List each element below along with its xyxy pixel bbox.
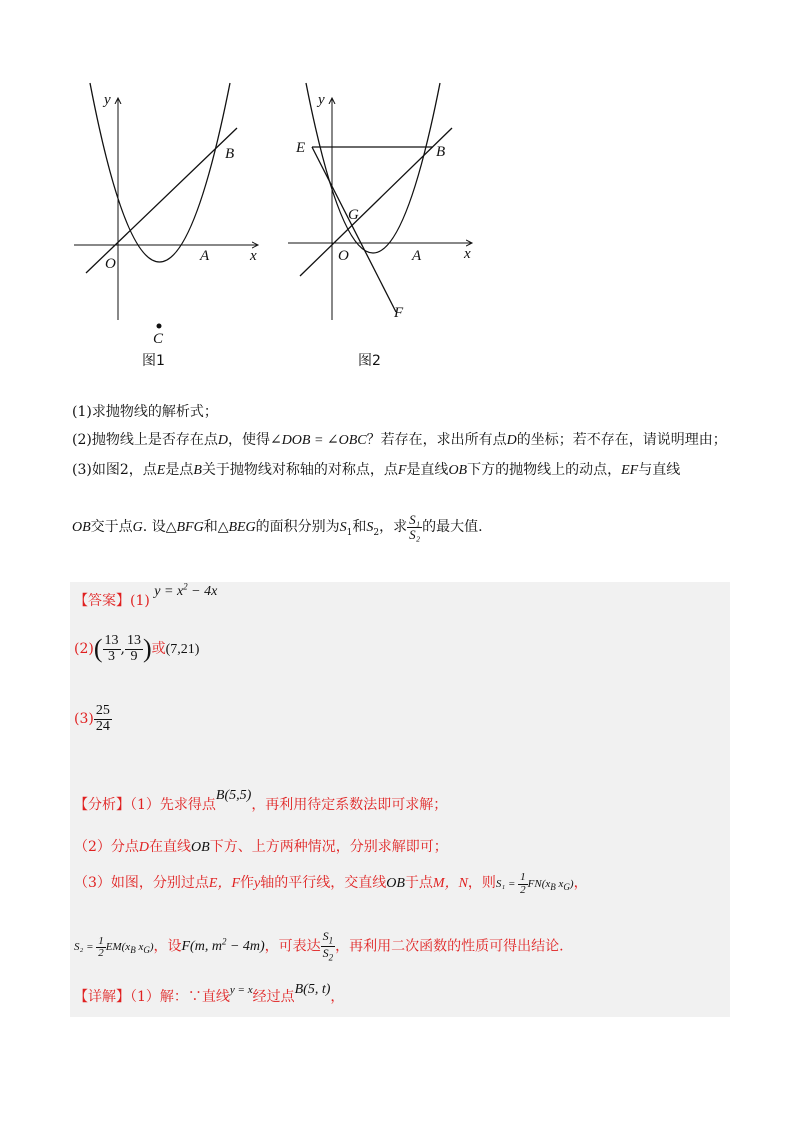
- q3-text-d: 是直线: [406, 462, 449, 478]
- analysis-4-fraction: $\frac{S_1}{S_2}$: [322, 929, 334, 963]
- figure-2-caption: 图2: [358, 353, 381, 369]
- line-ob: [300, 128, 452, 276]
- q3-point-g: G: [132, 520, 143, 535]
- analysis-3-d: 于点: [404, 875, 433, 891]
- q3-text-k: 和: [352, 519, 367, 535]
- answer-2: [74, 634, 199, 664]
- analysis-1-point: B(5,5): [215, 788, 252, 803]
- detail-a: （1）解：∵直线: [130, 989, 230, 1005]
- analysis-3-s1-formula: S₁ = $\frac{1}{2}$ $FN(x_B$ $x_G$): [495, 871, 574, 896]
- analysis-4-s2-expr: EM(x: [105, 941, 131, 954]
- analysis-3-ef: E，F: [208, 876, 241, 891]
- answer-2-or: 或: [151, 641, 166, 658]
- label-o: O: [338, 248, 349, 264]
- analysis-3-s1-expr: FN(x: [527, 878, 551, 890]
- segment-ef: [312, 147, 396, 312]
- q3-text-l: ，求: [379, 519, 408, 535]
- point-c: [157, 324, 162, 329]
- label-g: G: [348, 207, 359, 223]
- parabola: [306, 83, 440, 253]
- label-b: B: [436, 144, 446, 160]
- analysis-3-c: 轴的平行线，交直线: [260, 875, 387, 891]
- q3-point-e: E: [156, 463, 166, 478]
- q3-frac-den: S₂: [409, 526, 421, 542]
- analysis-1: [74, 788, 448, 814]
- q3-point-f: F: [397, 463, 407, 478]
- label-a: A: [200, 248, 210, 264]
- answer-3-den: 24: [95, 718, 110, 734]
- analysis-tag: 【分析】: [74, 797, 130, 813]
- answer-1-expr-a: y = x: [154, 584, 184, 599]
- analysis-4-f: F(m, $m^2 - 4m$): [181, 936, 265, 955]
- analysis-1-b: ，再利用待定系数法即可求解；: [251, 797, 448, 813]
- analysis-3-ob: OB: [386, 876, 405, 891]
- analysis-4-f-a: F(m, m: [181, 939, 222, 955]
- answer-tag: 【答案】: [74, 593, 130, 609]
- analysis-4-f-b: − 4m): [226, 939, 265, 955]
- analysis-3-a: （3）如图，分别过点: [74, 875, 209, 891]
- q3-point-b: B: [193, 463, 202, 478]
- q3-text-c: 关于抛物线对称轴的对称点，点: [201, 462, 398, 478]
- q3-text-e: 下方的抛物线上的动点，: [467, 462, 622, 478]
- label-y: y: [318, 92, 325, 108]
- answer-2-d1: 3: [108, 648, 116, 664]
- label-x: x: [464, 246, 471, 262]
- label-y: y: [104, 92, 111, 108]
- label-a: A: [412, 248, 422, 264]
- answer-3-fraction: [94, 704, 112, 734]
- q3-triangle-beg: △BEG: [217, 520, 256, 535]
- analysis-4: [74, 930, 564, 963]
- detail-line: y = x: [229, 984, 253, 996]
- q2-text-c: ？若存在，求出所有点: [366, 432, 507, 448]
- answer-2-n2: 13: [126, 633, 141, 648]
- q2-text-a: (2)抛物线上是否存在点: [72, 432, 218, 448]
- answer-2-point-2: (7,21): [165, 642, 200, 658]
- q2-angle: ∠DOB = ∠OBC: [269, 433, 367, 448]
- q3-line-ob-2: OB: [72, 520, 91, 535]
- q3-text-a: (3)如图2，点: [72, 462, 157, 478]
- analysis-3-s1-expr2: x: [555, 878, 564, 890]
- analysis-1-a: （1）先求得点: [130, 797, 216, 813]
- analysis-4-s2-expr2: x: [135, 941, 144, 954]
- q2-text-d: 的坐标；若不存在，请说明理由；: [516, 432, 727, 448]
- detail-c: ，: [330, 989, 345, 1005]
- figure-2-graph: [286, 88, 486, 378]
- q3-triangle-bfg: △BFG: [165, 520, 204, 535]
- q3-fraction: [407, 513, 422, 541]
- answer-3-prefix: (3): [74, 711, 94, 728]
- label-c: C: [153, 331, 164, 347]
- q3-text-f: 与直线: [638, 462, 681, 478]
- figure-1: [70, 88, 270, 378]
- answer-1-expr: $y = x^2 - 4x$: [154, 581, 218, 599]
- analysis-4-s2-formula: S₂ = $\frac{1}{2}$ $EM(x_B$ $x_G$): [74, 934, 154, 960]
- figure-1-graph: [70, 88, 270, 378]
- q3-text-h: . 设: [142, 519, 166, 535]
- analysis-2-c: 下方、上方两种情况，分别求解即可；: [209, 839, 448, 855]
- answer-2-point-1: ( $\frac{13}{3}$ , $\frac{13}{9}$ ): [93, 633, 152, 664]
- analysis-2-b: 在直线: [149, 839, 192, 855]
- answer-1-prefix: (1): [130, 593, 150, 609]
- analysis-2-d: D: [138, 840, 150, 855]
- question-3-line-2: OB交于点G. 设△BFG和△BEG的面积分别为$S_1$和$S_2$，求 $\frac{\text{S₁}}{\text{S₂}}$ 的最大值.: [72, 511, 483, 542]
- label-f: F: [394, 305, 404, 321]
- answer-3-num: 25: [95, 703, 110, 718]
- question-3-line-1: [72, 460, 680, 481]
- label-b: B: [225, 146, 235, 162]
- detail-tag: 【详解】: [74, 989, 130, 1005]
- analysis-3-s1: S₁ =: [495, 878, 519, 890]
- q3-line-ob: OB: [448, 463, 468, 478]
- question-1: (1)求抛物线的解析式；: [72, 404, 218, 420]
- detail-1: [74, 982, 345, 1006]
- detail-b: 经过点: [252, 989, 295, 1005]
- analysis-3-y: y: [254, 876, 261, 891]
- answer-2-n1: 13: [104, 633, 119, 648]
- answer-2-prefix: (2): [74, 641, 94, 658]
- analysis-3-b: 作: [240, 875, 255, 891]
- q3-text-g: 交于点: [90, 519, 133, 535]
- q2-text-b: ，使得: [227, 432, 270, 448]
- q3-text-m: 的最大值.: [422, 519, 483, 535]
- line-ob: [86, 128, 237, 273]
- answer-2-d2: 9: [130, 648, 138, 664]
- question-2: [72, 430, 727, 451]
- label-x: x: [250, 248, 257, 264]
- q3-frac-num: S₁: [409, 511, 421, 527]
- detail-point: B(5, t): [294, 982, 331, 997]
- figure-1-caption: 图1: [142, 353, 165, 369]
- analysis-3: （3）如图，分别过点E，F作y轴的平行线，交直线OB于点M，N，则S₁ = $\frac{1}{2}$ $FN(x_B$ $x_G$)，: [74, 871, 588, 896]
- answer-3: [74, 704, 112, 734]
- analysis-4-s2: S₂ =: [74, 941, 97, 954]
- analysis-4-b: ，可表达: [264, 938, 321, 955]
- answer-1-expr-b: − 4x: [187, 584, 218, 599]
- analysis-4-a: ，设: [153, 938, 182, 955]
- q3-text-i: 和: [203, 519, 218, 535]
- q2-point-d: D: [217, 433, 228, 448]
- q3-s1: S: [339, 520, 347, 535]
- q3-s2: S: [366, 520, 374, 535]
- label-o: O: [105, 256, 116, 272]
- analysis-2-a: （2）分点: [74, 839, 139, 855]
- label-e: E: [296, 140, 306, 156]
- analysis-2: [74, 836, 448, 856]
- q2-point-d2: D: [506, 433, 517, 448]
- q3-line-ef: EF: [621, 463, 639, 478]
- answer-1: [74, 581, 218, 610]
- analysis-3-mn: M，N: [432, 876, 468, 891]
- analysis-4-c: ，再利用二次函数的性质可得出结论.: [335, 938, 564, 955]
- analysis-2-ob: OB: [191, 840, 210, 855]
- analysis-3-e: ，则: [467, 875, 496, 891]
- parabola: [90, 83, 230, 262]
- figure-2: [286, 88, 486, 378]
- q3-text-b: 是点: [165, 462, 194, 478]
- q3-text-j: 的面积分别为: [255, 519, 340, 535]
